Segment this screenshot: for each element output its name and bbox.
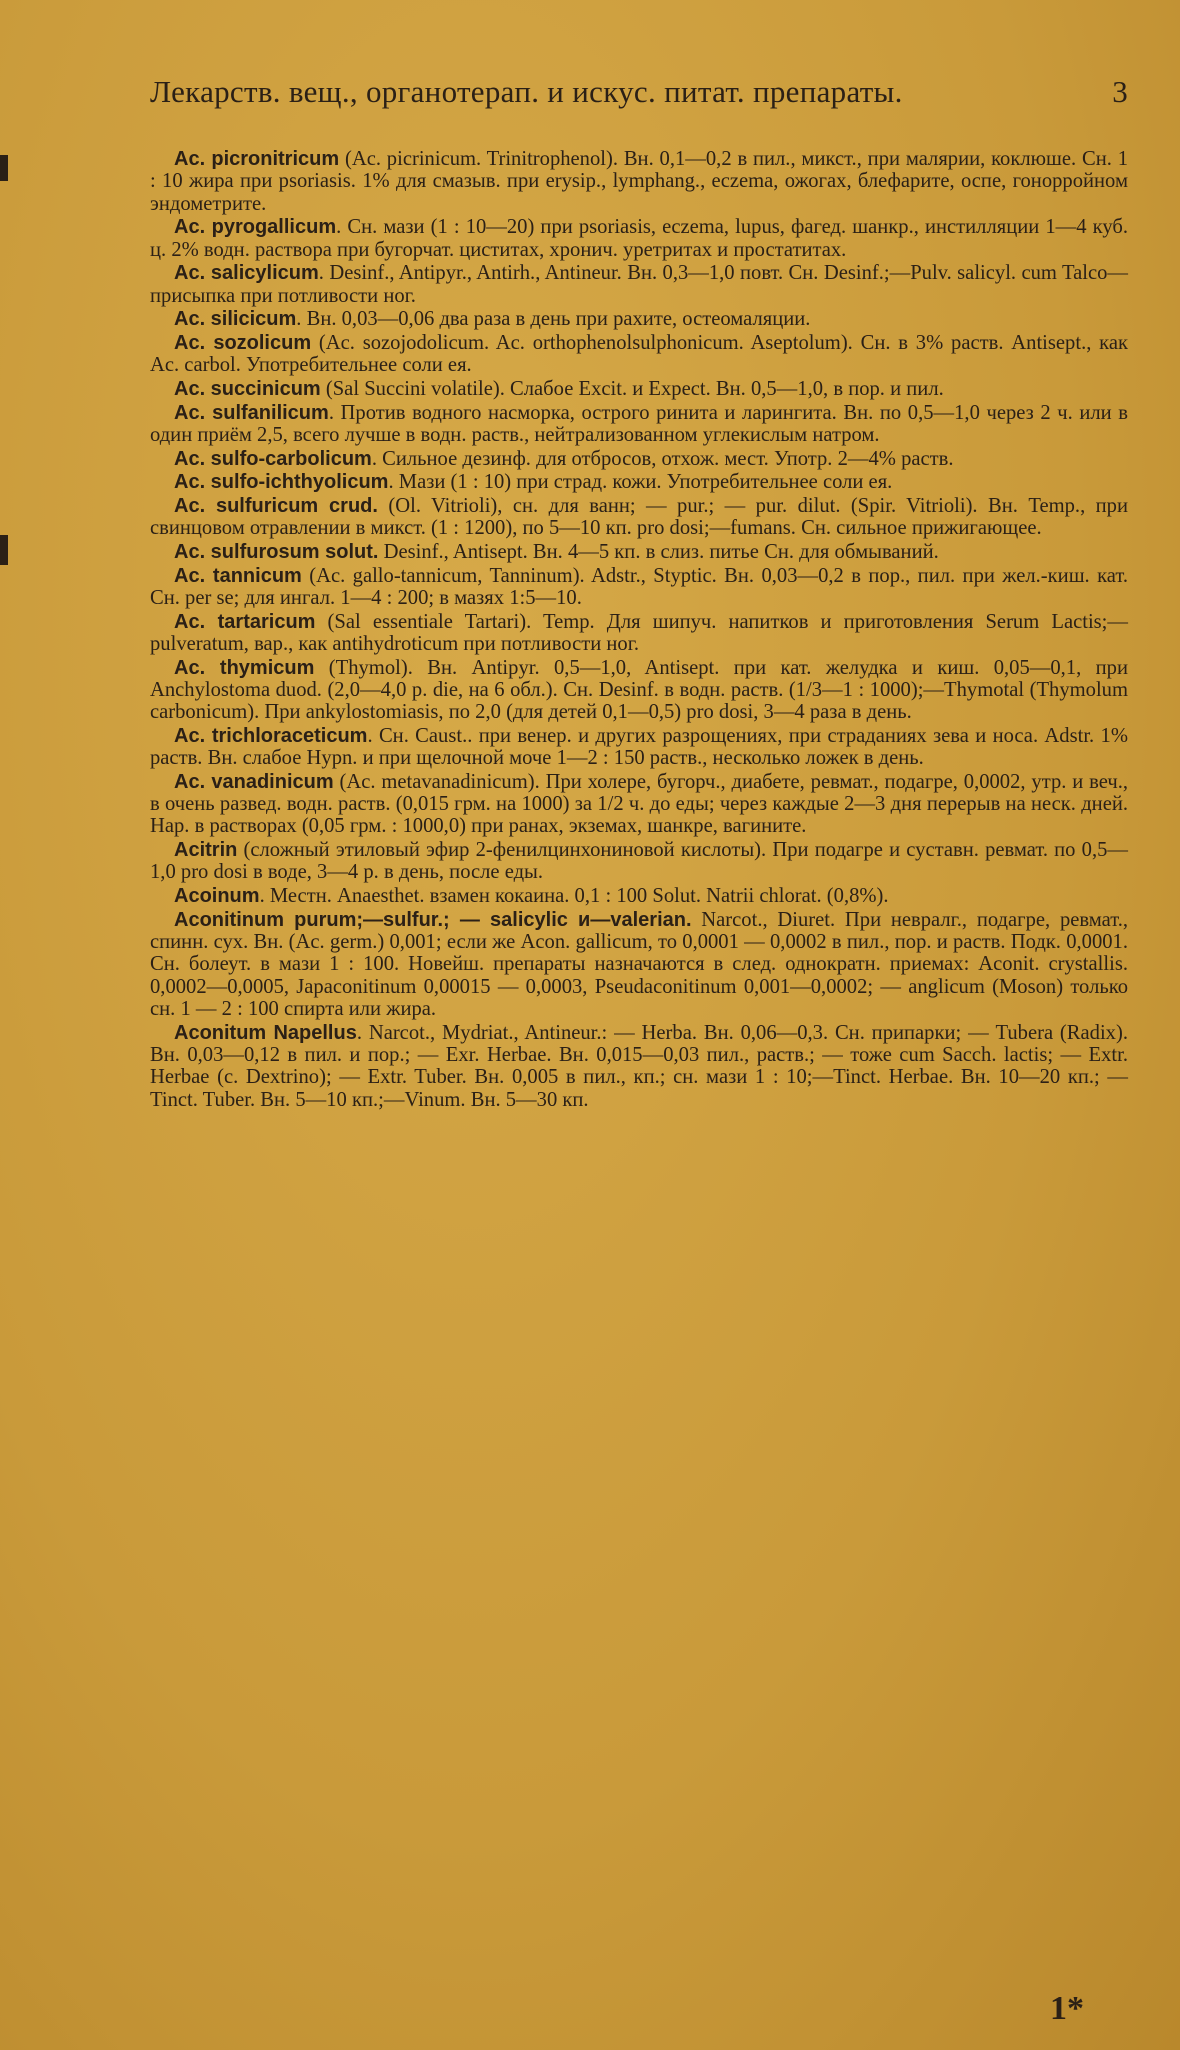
entry-term: Ac. tannicum: [174, 564, 302, 587]
entry-text: (Ac. gallo-tannicum, Tanninum). Adstr., Styptic. Вн. 0,03—0,2 в пор., пил. при жел.-киш. кат. Сн. per se; для ингал. 1—4 : 200; в мазях 1:5—10.: [150, 564, 1128, 609]
entry-term: Ac. succinicum: [174, 377, 321, 400]
entry-term: Aconitinum purum;—sulfur.; — salicylic и—valerian.: [174, 908, 692, 931]
entry: [150, 378, 1128, 400]
entry-text: (Sal essentiale Tartari). Temp. Для шипуч. напитков и приготовления Serum Lactis;—pulveratum, вар., как antihydroticum при потливости ног.: [150, 610, 1128, 655]
entry-text: . Сн. мази (1 : 10—20) при psoriasis, eczema, lupus, фагед. шанкр., инстилляции 1—4 куб. ц. 2% водн. раствора при бугорчат. циститах, хронич. уретритах и простатитах.: [150, 216, 1128, 261]
entry-text: (Ac. picrinicum. Trinitrophenol). Вн. 0,1—0,2 в пил., микст., при малярии, коклюше. Сн. 1 : 10 жира при psoriasis. 1% для смазыв. при erysip., lymphang., eczema, ожогах, блефарите, оспе, гонорройном эндометрите.: [150, 148, 1128, 215]
page-header: [150, 74, 1128, 110]
entry-text: . Против водного насморка, острого ринита и ларингита. Вн. по 0,5—1,0 через 2 ч. или в один приём 2,5, всего лучше в водн. раств., нейтрализованном углекислым натром.: [150, 401, 1128, 446]
entry: [150, 495, 1128, 540]
entry: [150, 262, 1128, 307]
entry-text: (Sal Succini volatile). Слабое Excit. и Expect. Вн. 0,5—1,0, в пор. и пил.: [320, 377, 944, 400]
entry-term: Ac. sulfurosum solut.: [174, 540, 379, 563]
entry-term: Ac. sulfanilicum: [174, 401, 329, 424]
entry: [150, 402, 1128, 447]
entry-text: . Narcot., Mydriat., Antineur.: — Herba. Вн. 0,06—0,3. Сн. припарки; — Tubera (Radix). Вн. 0,03—0,12 в пил. и пор.; — Exr. Herbae. Вн. 0,015—0,03 пил., раств.; — тоже cum Sacch. lactis; — Extr. Herbae (c. Dextrino); — Extr. Tuber. Вн. 0,005 в пил., кп.; сн. мази 1 : 10;—Tinct. Herbae. Вн. 10—20 кп.; — Tinct. Tuber. Вн. 5—10 кп.;—Vinum. Вн. 5—30 кп.: [150, 1021, 1128, 1111]
entry-term: Ac. sozolicum: [174, 331, 312, 354]
entry-text: . Местн. Anaesthet. взамен кокаина. 0,1 : 100 Solut. Natrii chlorat. (0,8%).: [259, 885, 889, 908]
entry-text: . Сн. Caust.. при венер. и других разрощениях, при страданиях зева и носа. Adstr. 1% раств. Вн. слабое Hypn. и при щелочной моче 1—2 : 150 раств., несколько ложек в день.: [150, 724, 1128, 770]
entry-term: Ac. tartaricum: [174, 610, 316, 633]
entry-text: (Ac. metavanadinicum). При холере, бугорч., диабете, ревмат., подагре, 0,0002, утр. и веч., в очень развед. водн. раств. (0,015 грм. на 1000) за 1/2 ч. до еды; через каждые 2—3 дня перерыв на неск. дней. Нар. в растворах (0,05 грм. : 1000,0) при ранах, экземах, шанкре, вагините.: [150, 770, 1128, 838]
page-number: 3: [1112, 74, 1128, 109]
entry-term: Acitrin: [174, 839, 238, 862]
dictionary-entries: [150, 148, 1128, 1112]
entry-term: Ac. vanadinicum: [174, 770, 334, 793]
entry: [150, 1022, 1128, 1111]
entry: [150, 611, 1128, 656]
entry-term: Acoinum: [174, 885, 260, 908]
running-title: Лекарств. вещ., органотерап. и искус. питат. препараты.: [150, 74, 903, 109]
entry-term: Ac. picronitricum: [174, 148, 340, 170]
entry-text: . Desinf., Antipyr., Antirh., Antineur. Вн. 0,3—1,0 повт. Сн. Desinf.;—Pulv. salicyl. cum Talco—присыпка при потливости ног.: [150, 262, 1128, 307]
entry-text: (сложный этиловый эфир 2-фенилцинхониновой кислоты). При подагре и суставн. ревмат. по 0,5—1,0 pro dosi в воде, 3—4 р. в день, после еды.: [150, 839, 1128, 884]
entry-text: . Мази (1 : 10) при страд. кожи. Употребительнее соли ея.: [388, 471, 893, 494]
entry-term: Ac. trichloraceticum: [174, 724, 368, 747]
entry-text: (Ol. Vitrioli), сн. для ванн; — pur.; — pur. dilut. (Spir. Vitrioli). Вн. Temp., при свинцовом отравлении в микст. (1 : 1200), по 5—10 кп. pro dosi;—fumans. Сн. сильное прижигающее.: [150, 494, 1128, 540]
signature-mark: 1*: [1050, 1990, 1084, 2027]
entry: [150, 839, 1128, 884]
entry-term: Ac. sulfo-carbolicum: [174, 447, 372, 470]
entry: [150, 471, 1128, 493]
entry-text: Desinf., Antisept. Вн. 4—5 кп. в слиз. питье Сн. для обмываний.: [378, 540, 939, 563]
entry: [150, 885, 1128, 907]
entry-text: . Сильное дезинф. для отбросов, отхож. мест. Употр. 2—4% раств.: [371, 447, 954, 470]
entry: [150, 771, 1128, 838]
entry-text: Narcot., Diuret. При невралг., подагре, ревмат., спинн. сух. Вн. (Ac. germ.) 0,001; если же Acon. gallicum, то 0,0001 — 0,0002 в пил., пор. и раств. Подк. 0,0001. Сн. болеут. в мази 1 : 100. Новейш. препараты назначаются в след. однократн. приемах: Aconit. crystallis. 0,0002—0,0005, Japaconitinum 0,00015 — 0,0003, Pseudaconitinum 0,001—0,0002; — anglicum (Moson) только сн. 1 — 2 : 100 спирта или жира.: [150, 908, 1129, 1021]
entry-text: . Вн. 0,03—0,06 два раза в день при рахите, остеомаляции.: [296, 308, 811, 331]
entry-term: Ac. pyrogallicum: [174, 216, 337, 239]
entry: [150, 148, 1128, 215]
entry: [150, 332, 1128, 377]
entry: [150, 216, 1128, 261]
entry: [150, 308, 1128, 330]
entry: [150, 448, 1128, 470]
margin-mark: [0, 155, 8, 181]
entry: [150, 909, 1128, 1020]
entry: [150, 565, 1128, 610]
entry: [150, 725, 1128, 770]
entry: [150, 541, 1128, 563]
margin-mark: [0, 535, 8, 565]
entry: [150, 657, 1128, 724]
entry-text: (Thymol). Вн. Antipyr. 0,5—1,0, Antisept. при кат. желудка и киш. 0,05—0,1, при Anchylostoma duod. (2,0—4,0 p. die, на 6 обл.). Сн. Desinf. в водн. раств. (1/3—1 : 1000);—Thymotal (Thymolum carbonicum). При ankylostomiasis, по 2,0 (для детей 0,1—0,5) pro dosi, 3—4 раза в день.: [150, 656, 1128, 724]
entry-term: Ac. thymicum: [174, 656, 315, 679]
entry-term: Ac. sulfuricum crud.: [174, 494, 378, 517]
entry-term: Ac. salicylicum: [174, 262, 319, 285]
entry-term: Ac. sulfo-ichthyolicum: [174, 471, 389, 494]
entry-term: Ac. silicicum: [174, 308, 297, 331]
entry-term: Aconitum Napellus: [174, 1021, 357, 1044]
entry-text: (Ac. sozojodolicum. Ac. orthophenolsulphonicum. Aseptolum). Сн. в 3% раств. Antisept., как Ac. carbol. Употребительнее соли ея.: [150, 331, 1128, 377]
